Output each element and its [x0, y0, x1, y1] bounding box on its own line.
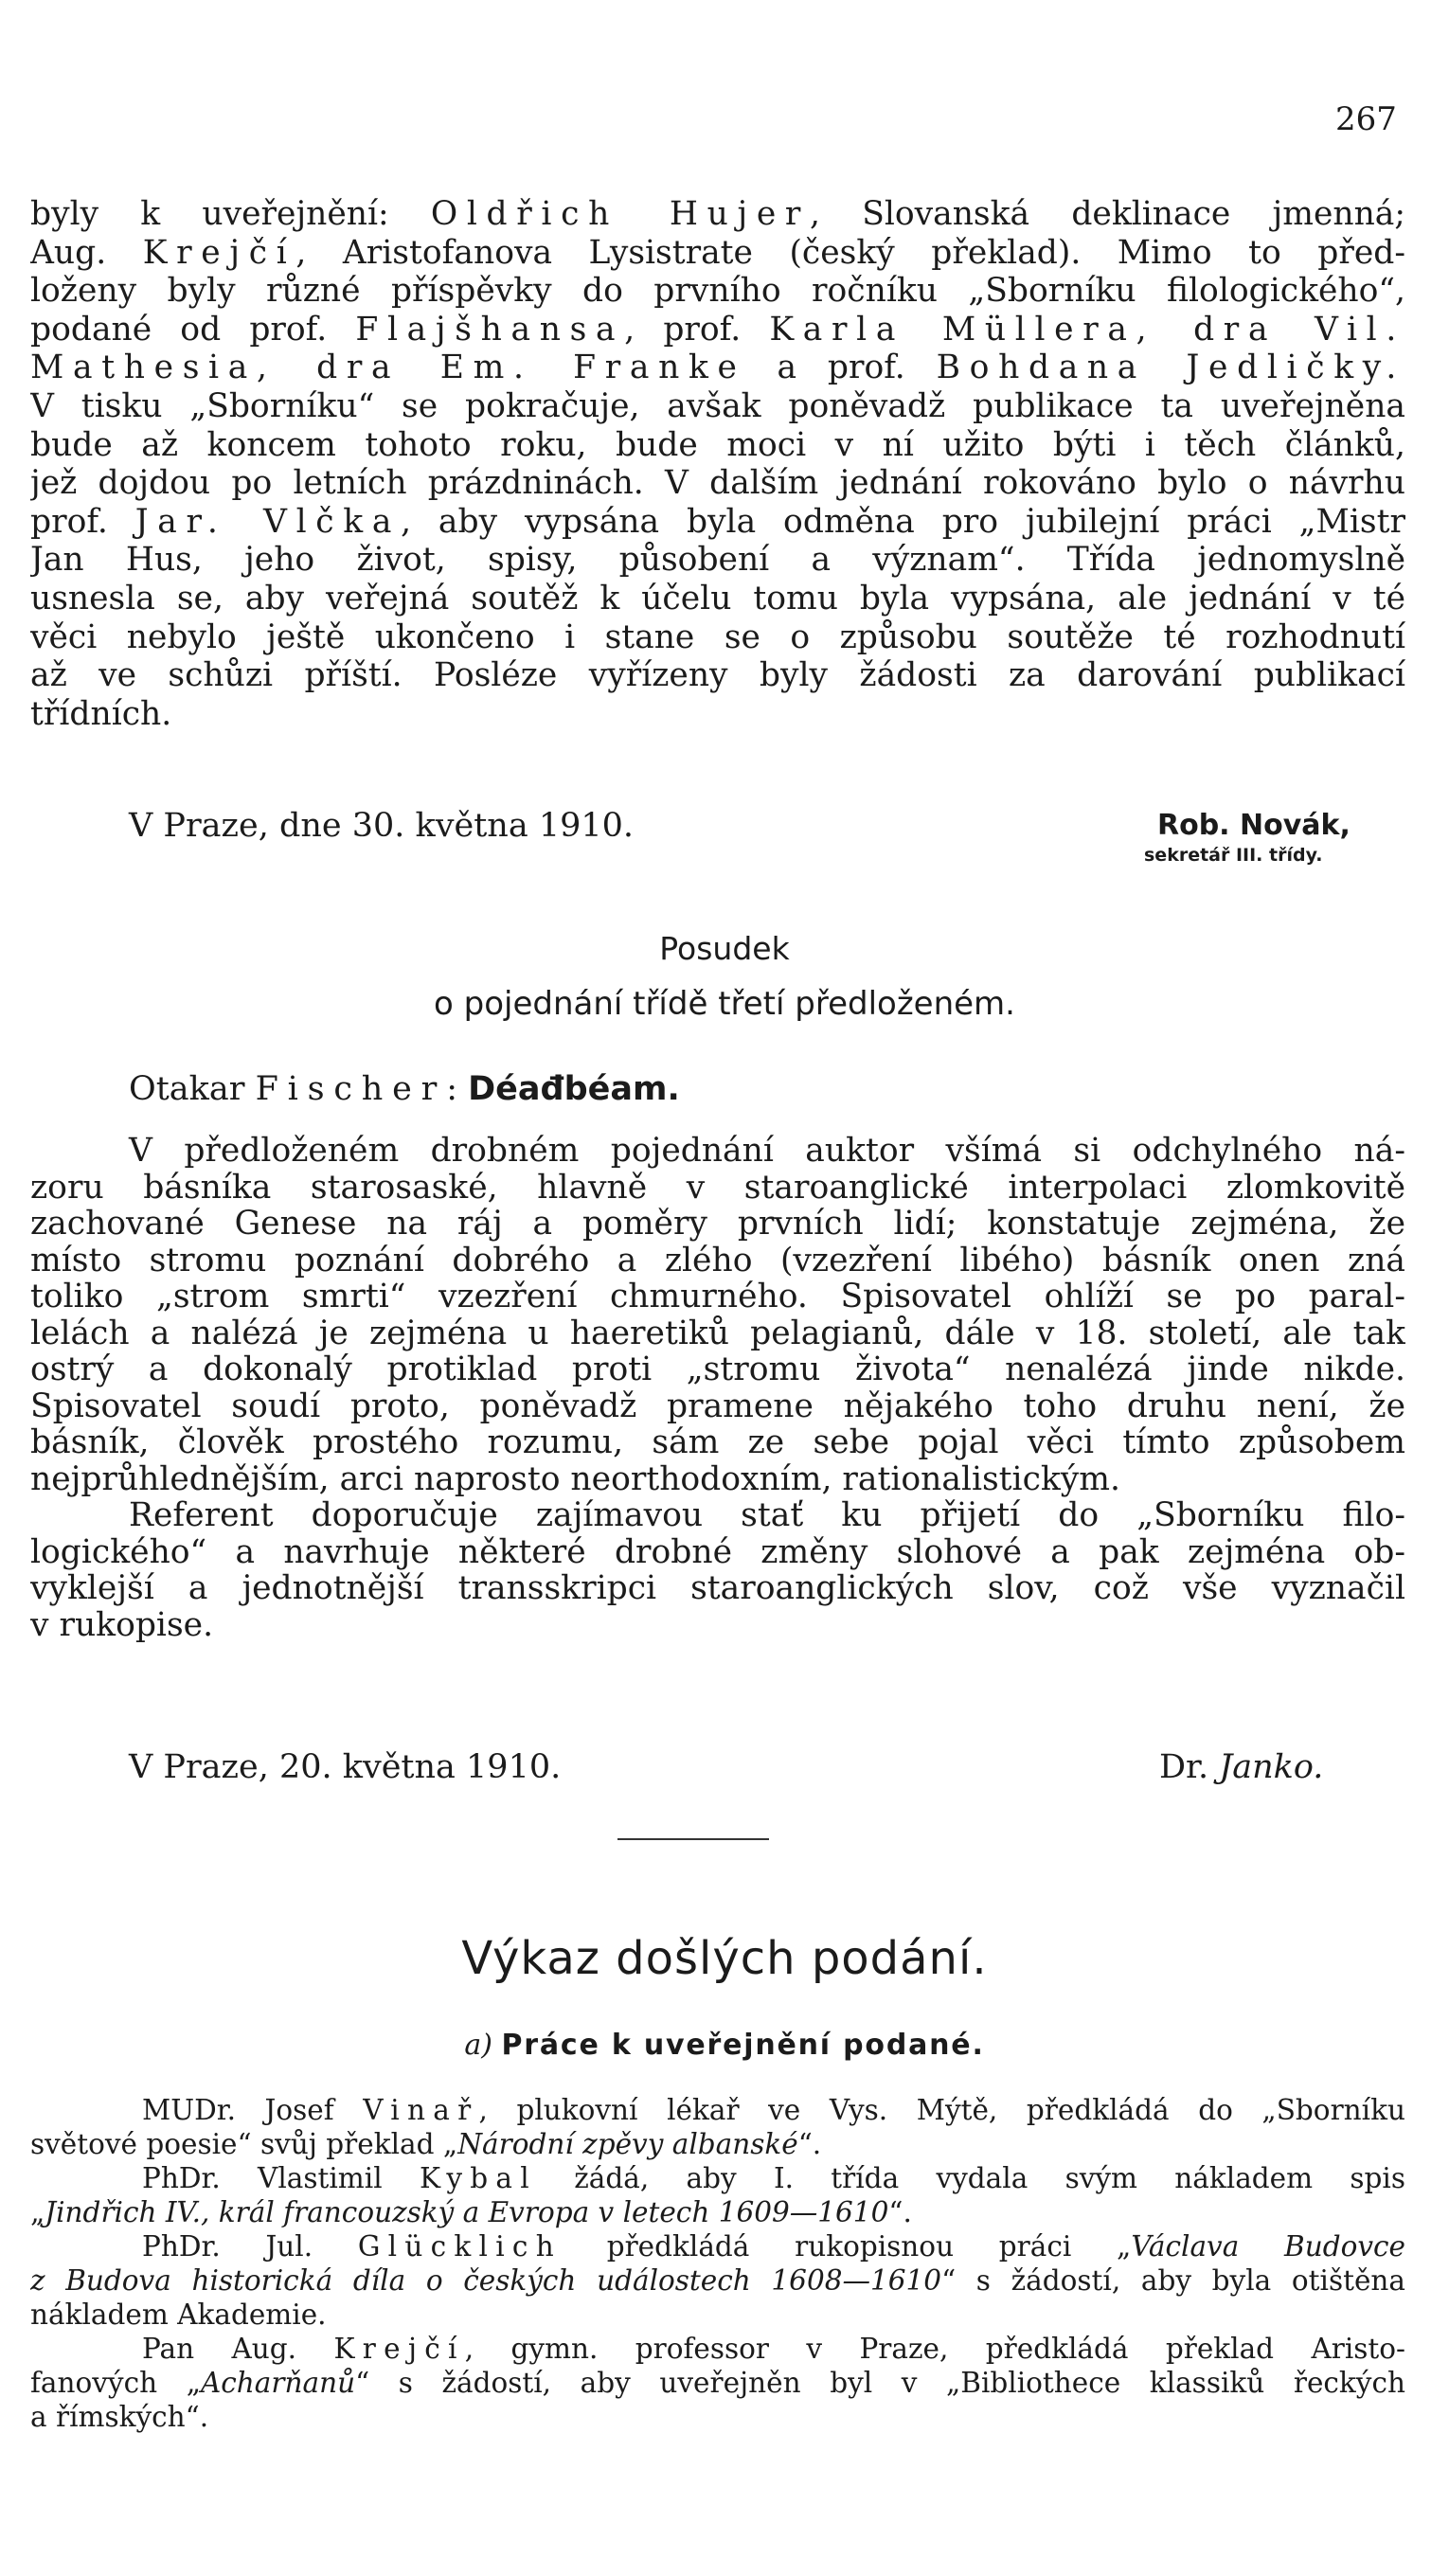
review-line: vyklejší a jednotnější transskripci staroanglických slov, což vše vyznačil: [30, 1570, 1405, 1607]
submission-line: světové poesie“ svůj překlad „Národní zpěvy albanské“.: [30, 2128, 822, 2160]
work-title: Déađbéam.: [468, 1070, 680, 1108]
review-subheading: o pojednání třídě třetí předloženém.: [434, 985, 1015, 1023]
submissions-list: [30, 2093, 1405, 2434]
report-line: Jan Hus, jeho život, spisy, působení a význam“. Třída jednomyslně: [30, 541, 1405, 580]
review-line: zachované Genese na ráj a poměry prvních lidí; konstatuje zejména, že: [30, 1206, 1405, 1243]
submission-line: PhDr. Vlastimil Kybal žádá, aby I. třída vydala svým nákladem spis: [142, 2162, 1405, 2194]
submissions-subheading: a) Práce k uveřejnění podané.: [464, 2029, 985, 2062]
review-line: Referent doporučuje zajímavou stať ku přijetí do „Sborníku filo-: [129, 1497, 1405, 1534]
review-heading: Posudek: [659, 930, 790, 967]
submission-line: nákladem Akademie.: [30, 2299, 327, 2331]
review-line: toliko „strom smrti“ vzezření chmurného. Spisovatel ohlíží se po paral-: [30, 1279, 1405, 1315]
submission-line: z Budova historická díla o českých událostech 1608—1610“ s žádostí, aby byla otištěna: [30, 2264, 1405, 2297]
report-line: podané od prof. Flajšhansa, prof. Karla Müllera, dra Vil.: [30, 310, 1405, 349]
secretary-signature: Rob. Novák,: [1157, 809, 1351, 842]
reviewer-signature: Dr. Janko.: [1159, 1748, 1324, 1786]
reviewed-work: Otakar Fischer: Déađbéam.: [129, 1070, 680, 1108]
submission-line: fanových „Acharňanů“ s žádostí, aby uveřejněn byl v „Bibliothece klassiků řeckých: [30, 2367, 1405, 2399]
author-name: Fischer: [255, 1070, 447, 1108]
review-line: ostrý a dokonalý protiklad proti „stromu života“ nenalézá jinde nikde.: [30, 1351, 1405, 1388]
report-line: V tisku „Sborníku“ se pokračuje, avšak poněvadž publikace ta uveřejněna: [30, 386, 1405, 425]
report-line: byly k uveřejnění: Oldřich Hujer, Slovanská deklinace jmenná;: [30, 195, 1405, 233]
secretary-role: sekretář III. třídy.: [1144, 845, 1323, 866]
report-line: třídních.: [30, 694, 172, 733]
review-line: básník, člověk prostého rozumu, sám ze sebe pojal věci tímto způsobem: [30, 1424, 1405, 1461]
review-line: lelách a nalézá je zejména u haeretiků pelagianů, dále v 18. století, ale tak: [30, 1315, 1405, 1351]
review-line: Spisovatel soudí proto, poněvadž pramene nějakého toho druhu není, že: [30, 1387, 1405, 1424]
submissions-heading: Výkaz došlých podání.: [461, 1932, 988, 1985]
report-line: Aug. Krejčí, Aristofanova Lysistrate (český překlad). Mimo to před-: [30, 233, 1405, 272]
report-line: věci nebylo ještě ukončeno i stane se o způsobu soutěže té rozhodnutí: [30, 617, 1405, 656]
report-line: loženy byly různé příspěvky do prvního ročníku „Sborníku filologického“,: [30, 272, 1405, 311]
section-divider: [617, 1838, 769, 1840]
submission-line: a římských“.: [30, 2401, 209, 2433]
report-line: prof. Jar. Vlčka, aby vypsána byla odměna pro jubilejní práci „Mistr: [30, 502, 1405, 541]
report-line: bude až koncem tohoto roku, bude moci v ní užito býti i těch článků,: [30, 425, 1405, 464]
submission-line: MUDr. Josef Vinař, plukovní lékař ve Vys. Mýtě, předkládá do „Sborníku: [142, 2094, 1405, 2126]
report-line: až ve schůzi příští. Posléze vyřízeny byly žádosti za darování publikací: [30, 656, 1405, 695]
report-line: jež dojdou po letních prázdninách. V dalším jednání rokováno bylo o návrhu: [30, 464, 1405, 503]
review-line: místo stromu poznání dobrého a zlého (vzezření libého) básník onen zná: [30, 1242, 1405, 1279]
page-number: 267: [1335, 100, 1397, 138]
submission-line: „Jindřich IV., král francouzský a Evropa v letech 1609—1610“.: [30, 2196, 912, 2228]
review-paragraph: [30, 1133, 1405, 1643]
review-line: nejprůhlednějším, arci naprosto neorthodoxním, rationalistickým.: [30, 1460, 1120, 1497]
review-date-line: V Praze, 20. května 1910.: [129, 1748, 562, 1786]
report-paragraph: [30, 195, 1405, 733]
review-line: V předloženém drobném pojednání auktor všímá si odchylného ná-: [129, 1133, 1405, 1170]
submission-line: Pan Aug. Krejčí, gymn. professor v Praze, předkládá překlad Aristo-: [142, 2333, 1405, 2365]
report-line: usnesla se, aby veřejná soutěž k účelu tomu byla vypsána, ale jednání v té: [30, 579, 1405, 617]
review-line: zoru básníka starosaské, hlavně v staroanglické interpolaci zlomkovitě: [30, 1169, 1405, 1206]
report-line: Mathesia, dra Em. Franke a prof. Bohdana Jedličky.: [30, 349, 1405, 387]
review-line: logického“ a navrhuje některé drobné změny slohové a pak zejména ob-: [30, 1533, 1405, 1570]
submission-line: PhDr. Jul. Glücklich předkládá rukopisnou práci „Václava Budovce: [142, 2230, 1405, 2263]
review-line: v rukopise.: [30, 1606, 214, 1643]
report-date-line: V Praze, dne 30. května 1910.: [129, 807, 635, 845]
